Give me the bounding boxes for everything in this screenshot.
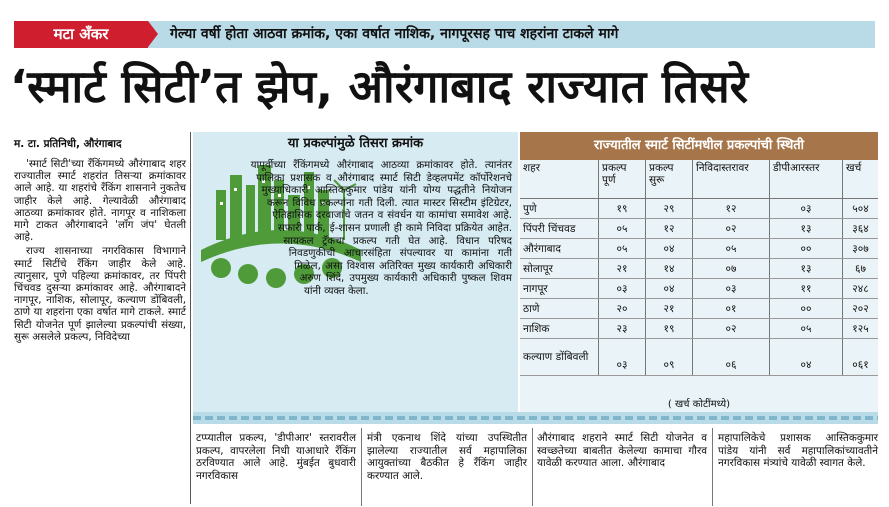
cell: ५०४ <box>843 199 879 219</box>
cell: ०२ <box>693 319 770 339</box>
cell: २० <box>599 299 646 319</box>
feature-text <box>220 160 512 299</box>
table-row <box>520 279 878 299</box>
column-header: निविदास्तरावर <box>693 160 770 199</box>
cell: नाशिक <box>520 319 599 339</box>
cell: ०३ <box>599 279 646 299</box>
cell: कल्याण डोंबिवली <box>520 339 599 376</box>
cell: ०४ <box>646 279 693 299</box>
feature-title: या प्रकल्पांमुळे तिसरा क्रमांक <box>287 136 424 151</box>
column-divider <box>361 428 362 506</box>
cell: ०३ <box>693 279 770 299</box>
feature-body: यापूर्वीच्या रँकिंगमध्ये औरंगाबाद आठव्या क्रमांकावर होते. त्यानंतर पालिका प्रशासक व औरंगाबाद स्मार्ट सिटी डेव्हलपमेंट कॉर्पोरेशनचे मुख्याधिकारी आस्तिककुमार पांडेय यांनी योग्य पद्धतीने नियोजन करून विविध प्रकल्पांना गती दिली. त्यात मास्टर सिस्टीम इंटिग्रेटर, ऐतिहासिक दरवाजांचे जतन व संवर्धन या कामांचा समावेश आहे. सफारी पार्क, ई-शासन प्रणाली ही कामे निविदा प्रक्रियेत आहेत. सायकल ट्रॅकचा प्रकल्प गती घेत आहे. विधान परिषद निवडणुकीची आचारसंहिता संपल्यावर या कामांना गती मिळेल, असा विश्वास अतिरिक्त मुख्य कार्यकारी अधिकारी अरुण शिंदे, उपमुख्य कार्यकारी अधिकारी पुष्कल शिवम यांनी व्यक्त केला. <box>250 160 512 297</box>
cell: १२५ <box>843 319 879 339</box>
cell: १३ <box>770 219 843 239</box>
cell: ठाणे <box>520 299 599 319</box>
cell: ०५ <box>770 319 843 339</box>
cell: ३०७ <box>843 239 879 259</box>
cell: १३ <box>770 259 843 279</box>
table-row <box>520 199 878 219</box>
cell: १२ <box>646 219 693 239</box>
column-divider <box>712 428 713 506</box>
cell: २४८ <box>843 279 879 299</box>
column-header: प्रकल्प सुरू <box>646 160 693 199</box>
cell: ०१ <box>693 299 770 319</box>
cell: ०९ <box>646 339 693 376</box>
cell: २१ <box>599 259 646 279</box>
cell: ०६ <box>693 339 770 376</box>
cell: १२ <box>693 199 770 219</box>
cell: ०० <box>770 239 843 259</box>
cell: ०५ <box>599 239 646 259</box>
bottom-column-3: औरंगाबाद शहराने स्मार्ट सिटी योजनेत व स्वच्छतेच्या बाबतीत केलेल्या कामाचा गौरव यावेळी करण्यात आला. औरंगाबाद <box>537 432 707 470</box>
cell: ३६४ <box>843 219 879 239</box>
table-row <box>520 239 878 259</box>
headline: ‘स्मार्ट सिटी’त झेप, औरंगाबाद राज्यात तिसरे <box>10 60 749 113</box>
cell: ०० <box>770 299 843 319</box>
cell: २३ <box>599 319 646 339</box>
cell: पुणे <box>520 199 599 219</box>
subheadline: गेल्या वर्षी होता आठवा क्रमांक, एका वर्षात नाशिक, नागपूरसह पाच शहरांना टाकले मागे <box>170 26 619 42</box>
table-note: ( खर्च कोटींमध्ये) <box>667 399 731 410</box>
bottom-column-1: टप्प्यातील प्रकल्प, 'डीपीआर' स्तरावरील प्रकल्प, वापरलेला निधी याआधारे रँकिंग ठरविण्यात आले आहे. मुंबईत बुधवारी नगरविकास <box>196 432 356 482</box>
cell: सोलापूर <box>520 259 599 279</box>
column-header: शहर <box>520 160 599 199</box>
cell: २९ <box>646 199 693 219</box>
column-header: खर्च <box>843 160 879 199</box>
table-row <box>520 219 878 239</box>
table-row <box>520 319 878 339</box>
cell: १४ <box>646 259 693 279</box>
cell: ०५ <box>599 219 646 239</box>
cell: ०४ <box>646 239 693 259</box>
cell: पिंपरी चिंचवड <box>520 219 599 239</box>
table-row <box>520 299 878 319</box>
cell: १९ <box>646 319 693 339</box>
bottom-column-4: महापालिकेचे प्रशासक आस्तिककुमार पांडेय यांनी सर्व महापालिकांच्यावतीने नगरविकास मंत्र्यांचे यावेळी स्वागत केले. <box>718 432 878 470</box>
cell: औरंगाबाद <box>520 239 599 259</box>
cell: ०७ <box>693 259 770 279</box>
cell: ६७ <box>843 259 879 279</box>
section-tag: मटा अँकर <box>14 21 148 48</box>
column-divider <box>532 428 533 506</box>
column-divider <box>190 132 191 504</box>
left-column-text <box>14 158 186 345</box>
cell: २०२ <box>843 299 879 319</box>
column-header: प्रकल्प पूर्ण <box>599 160 646 199</box>
paragraph: 'स्मार्ट सिटी'च्या रँकिंगमध्ये औरंगाबाद शहर राज्यातील स्मार्ट शहरांत तिसऱ्या क्रमांकावर आले आहे. या शहरांचे रँकिंग शासनाने नुकतेच जाहीर केले आहे. गेल्यावेळी औरंगाबाद आठव्या क्रमांकावर होते. नागपूर व नाशिकला मागे टाकत औरंगाबादने 'लाँग जंप' घेतली आहे. <box>14 158 186 244</box>
cell: नागपूर <box>520 279 599 299</box>
cell: १९ <box>599 199 646 219</box>
paragraph: राज्य शासनाच्या नगरविकास विभागाने स्मार्ट सिटींचे रँकिंग जाहीर केले आहे. त्यानुसार, पुणे पहिल्या क्रमांकावर, तर पिंपरी चिंचवड दुसऱ्या क्रमांकावर आहे. औरंगाबादने नागपूर, नाशिक, सोलापूर, कल्याण डोंबिवली, ठाणे या शहरांना एका वर्षात मागे टाकले. स्मार्ट सिटी योजनेत पूर्ण झालेल्या प्रकल्पांची संख्या, सुरू असलेले प्रकल्प, निविदेच्या <box>14 245 186 343</box>
separator-band <box>193 412 878 424</box>
cell: ०३ <box>599 339 646 376</box>
cell: ०२ <box>693 219 770 239</box>
cell: ०३ <box>770 199 843 219</box>
cell: ०५ <box>693 239 770 259</box>
column-header: डीपीआरस्तर <box>770 160 843 199</box>
cell: २१ <box>646 299 693 319</box>
table-row <box>520 339 878 376</box>
table-row <box>520 259 878 279</box>
cell: ०४ <box>770 339 843 376</box>
table-title: राज्यातील स्मार्ट सिटींमधील प्रकल्पांची स्थिती <box>520 132 878 160</box>
projects-table <box>520 160 878 376</box>
byline: म. टा. प्रतिनिधी, औरंगाबाद <box>14 138 122 150</box>
cell: ०६१ <box>843 339 879 376</box>
bottom-column-2: मंत्री एकनाथ शिंदे यांच्या उपस्थितीत झालेल्या राज्यातील सर्व महापालिका आयुक्तांच्या बैठकीत हे रँकिंग जाहीर करण्यात आले. <box>367 432 527 482</box>
cell: ११ <box>770 279 843 299</box>
